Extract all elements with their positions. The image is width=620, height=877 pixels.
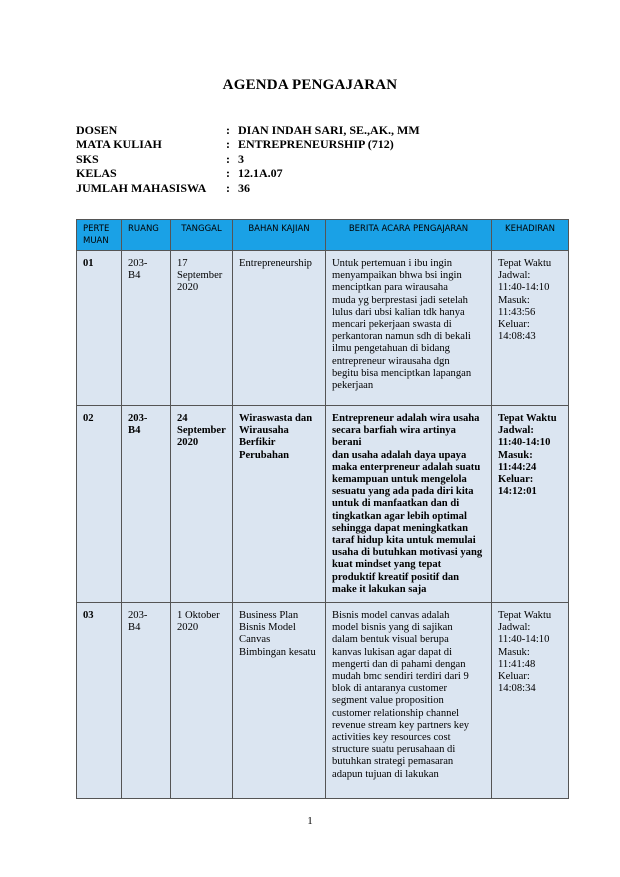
cell-kehadiran: Tepat Waktu Jadwal: 11:40-14:10 Masuk: 11:41:48 Keluar: 14:08:34 xyxy=(492,603,569,799)
table-row xyxy=(77,406,569,603)
meta-label: KELAS xyxy=(76,166,117,181)
cell-berita-acara: Untuk pertemuan i ibu ingin menyampaikan bhwa bsi ingin menciptkan para wirausaha muda yg berprestasi jadi setelah lulus dari ubsi kalian tdk hanya mencari pekerjaan swasta di perkantoran namun sdh di bekali ilmu pengetahuan di bidang entrepreneur wirausaha dgn begitu bisa menciptkan lapangan pekerjaan xyxy=(326,251,492,406)
meta-value: 3 xyxy=(238,151,244,166)
cell-bahan-kajian: Wiraswasta dan Wirausaha Berfikir Perubahan xyxy=(233,406,326,603)
cell-tanggal: 24 September 2020 xyxy=(171,406,233,603)
meta-row-jumlah-mahasiswa xyxy=(76,181,420,195)
cell-ruang: 203- B4 xyxy=(122,251,171,406)
meta-row-dosen xyxy=(76,123,420,137)
meta-colon: : xyxy=(226,166,230,181)
cell-tanggal: 17 September 2020 xyxy=(171,251,233,406)
document-title: AGENDA PENGAJARAN xyxy=(222,77,398,93)
meta-value: DIAN INDAH SARI, SE.,AK., MM xyxy=(238,123,420,137)
table-header-row xyxy=(77,220,569,251)
meta-colon: : xyxy=(226,180,230,195)
meta-row-kelas xyxy=(76,166,420,180)
cell-berita-acara: Bisnis model canvas adalah model bisnis yang di sajikan dalam bentuk visual berupa kanvas lukisan agar dapat di mengerti dan di pahami dengan mudah bmc sendiri terdiri dari 9 blok di antaranya customer segment value proposition customer relationship channel revenue stream key partners key activities key resources cost structure suatu perusahaan di butuhkan strategi pemasaran adapun tujuan di lakukan xyxy=(326,603,492,799)
table-row xyxy=(77,251,569,406)
meta-label: SKS xyxy=(76,151,99,166)
page-number: 1 xyxy=(307,815,313,827)
meta-label: MATA KULIAH xyxy=(76,137,162,152)
cell-pertemuan: 02 xyxy=(77,406,122,603)
agenda-table xyxy=(76,219,569,799)
meta-value: ENTREPRENEURSHIP (712) xyxy=(238,137,394,152)
meta-row-mata-kuliah xyxy=(76,137,420,151)
cell-pertemuan: 03 xyxy=(77,603,122,799)
cell-kehadiran: Tepat Waktu Jadwal: 11:40-14:10 Masuk: 11:43:56 Keluar: 14:08:43 xyxy=(492,251,569,406)
meta-row-sks xyxy=(76,152,420,166)
header-tanggal: TANGGAL xyxy=(171,220,233,251)
meta-value: 12.1A.07 xyxy=(238,166,283,181)
header-kehadiran: KEHADIRAN xyxy=(492,220,569,251)
table-row xyxy=(77,603,569,799)
header-pertemuan: PERTE MUAN xyxy=(77,220,122,251)
cell-bahan-kajian: Business Plan Bisnis Model Canvas Bimbingan kesatu xyxy=(233,603,326,799)
meta-label: DOSEN xyxy=(76,123,118,137)
course-info xyxy=(76,123,420,195)
cell-pertemuan: 01 xyxy=(77,251,122,406)
meta-value: 36 xyxy=(238,180,250,195)
cell-bahan-kajian: Entrepreneurship xyxy=(233,251,326,406)
cell-ruang: 203- B4 xyxy=(122,406,171,603)
meta-colon: : xyxy=(226,123,230,137)
cell-ruang: 203- B4 xyxy=(122,603,171,799)
meta-label: JUMLAH MAHASISWA xyxy=(76,180,207,195)
cell-kehadiran: Tepat Waktu Jadwal: 11:40-14:10 Masuk: 11:44:24 Keluar: 14:12:01 xyxy=(492,406,569,603)
meta-colon: : xyxy=(226,151,230,166)
cell-berita-acara: Entrepreneur adalah wira usaha secara barfiah wira artinya berani dan usaha adalah daya upaya maka enterpreneur adalah suatu kemampuan untuk mengelola sesuatu yang ada pada diri kita untuk di manfaatkan dan di tingkatkan agar lebih optimal sehingga dapat meningkatkan taraf hidup kita untuk memulai usaha di butuhkan motivasi yang kuat mindset yang tepat produktif kreatif positif dan make it lakukan saja xyxy=(326,406,492,603)
meta-colon: : xyxy=(226,137,230,152)
header-bahan-kajian: BAHAN KAJIAN xyxy=(233,220,326,251)
header-berita-acara: BERITA ACARA PENGAJARAN xyxy=(326,220,492,251)
header-ruang: RUANG xyxy=(122,220,171,251)
cell-tanggal: 1 Oktober 2020 xyxy=(171,603,233,799)
